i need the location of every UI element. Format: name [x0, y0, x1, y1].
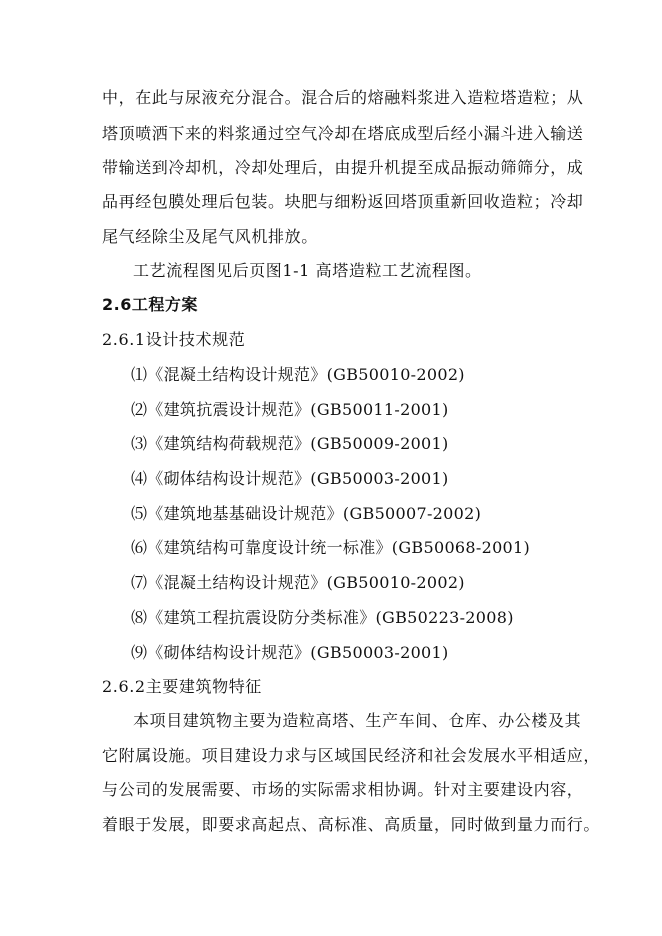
section-heading-2-6: 2.6工程方案	[102, 295, 198, 314]
spec-item: ⑶《建筑结构荷载规范》(GB50009-2001)	[131, 434, 449, 453]
section-heading-2-6-2: 2.6.2主要建筑物特征	[102, 677, 262, 696]
paragraph-line: 中，在此与尿液充分混合。混合后的熔融料浆进入造粒塔造粒；从	[102, 88, 584, 107]
flow-chart-note: 工艺流程图见后页图1-1 高塔造粒工艺流程图。	[133, 261, 482, 280]
spec-item: ⑵《建筑抗震设计规范》(GB50011-2001)	[131, 400, 449, 419]
section-heading-2-6-1: 2.6.1设计技术规范	[102, 330, 246, 349]
spec-item: ⑼《砌体结构设计规范》(GB50003-2001)	[131, 643, 449, 662]
paragraph-line: 品再经包膜处理后包装。块肥与细粉返回塔顶重新回收造粒；冷却	[102, 192, 584, 211]
paragraph-line: 尾气经除尘及尾气风机排放。	[102, 227, 318, 246]
paragraph-line: 与公司的发展需要、市场的实际需求相协调。针对主要建设内容，	[102, 780, 584, 799]
spec-item: ⑺《混凝土结构设计规范》(GB50010-2002)	[131, 573, 465, 592]
spec-item: ⑸《建筑地基基础设计规范》(GB50007-2002)	[131, 504, 482, 523]
paragraph-line: 着眼于发展，即要求高起点、高标准、高质量，同时做到量力而行。	[102, 815, 601, 834]
spec-item: ⑻《建筑工程抗震设防分类标准》(GB50223-2008)	[131, 608, 514, 627]
paragraph-line: 它附属设施。项目建设力求与区域国民经济和社会发展水平相适应，	[102, 746, 601, 765]
spec-item: ⑴《混凝土结构设计规范》(GB50010-2002)	[131, 365, 465, 384]
paragraph-line: 带输送到冷却机，冷却处理后，由提升机提至成品振动筛筛分，成	[102, 158, 584, 177]
spec-item: ⑷《砌体结构设计规范》(GB50003-2001)	[131, 469, 449, 488]
spec-item: ⑹《建筑结构可靠度设计统一标准》(GB50068-2001)	[131, 538, 531, 557]
paragraph-line: 塔顶喷洒下来的料浆通过空气冷却在塔底成型后经小漏斗进入输送	[102, 124, 584, 143]
paragraph-line: 本项目建筑物主要为造粒高塔、生产车间、仓库、办公楼及其	[133, 711, 582, 730]
